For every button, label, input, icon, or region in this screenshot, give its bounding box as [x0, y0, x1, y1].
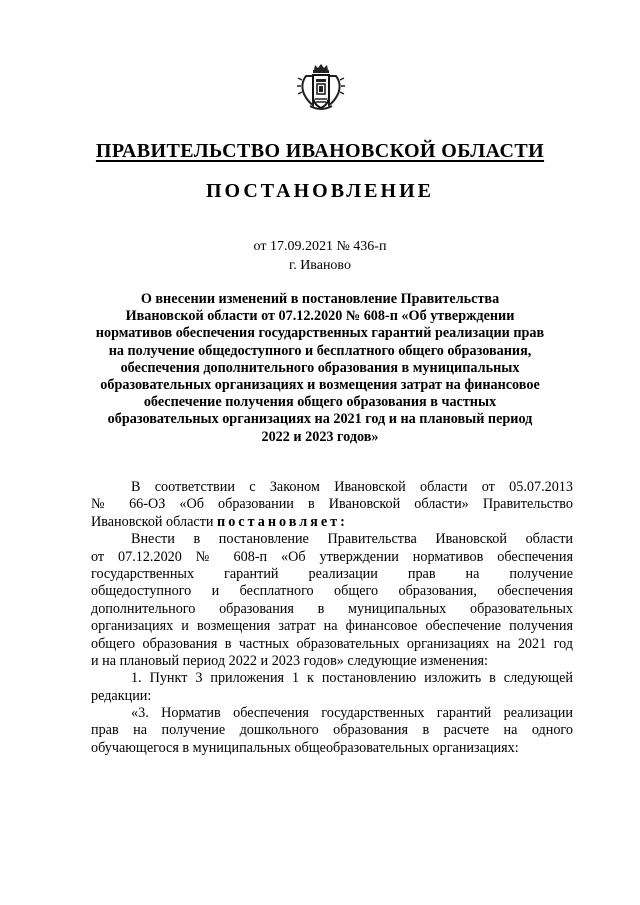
body-line: «3. Норматив обеспечения государственных гарантий реализации [131, 705, 573, 722]
body-line: обучающегося в муниципальных общеобразовательных организациях: [91, 739, 519, 756]
title-line: обеспечение получения общего образования в частных [143, 394, 497, 411]
body-line: Внести в постановление Правительства Ивановской области [131, 531, 573, 548]
document-body [91, 479, 573, 757]
body-line: 1. Пункт 3 приложения 1 к постановлению изложить в следующей [131, 670, 573, 687]
body-line: прав на получение дошкольного образования в расчете на одного [91, 722, 573, 739]
body-line: редакции: [91, 687, 152, 704]
body-line: общего образования в частных образовательных организациях на 2021 год [91, 635, 573, 652]
title-line: нормативов обеспечения государственных гарантий реализации прав [95, 325, 545, 342]
document-date-number: от 17.09.2021 № 436-п [253, 239, 387, 254]
body-line: № 66-ОЗ «Об образовании в Ивановской области» Правительство [91, 496, 573, 513]
body-line: от 07.12.2020 № 608-п «Об утверждении нормативов обеспечения [91, 548, 573, 565]
body-line: и на плановый период 2022 и 2023 годов» следующие изменения: [91, 652, 488, 669]
title-line: обеспечения дополнительного образования в муниципальных [120, 359, 520, 376]
document-title [80, 291, 560, 446]
body-line: общедоступного и бесплатного общего образования, обеспечения [91, 583, 573, 600]
coat-of-arms-icon [296, 62, 346, 112]
title-line: Ивановской области от 07.12.2020 № 608-п «Об утверждении [125, 308, 515, 325]
body-line: В соответствии с Законом Ивановской области от 05.07.2013 [131, 479, 573, 495]
organization-name: ПРАВИТЕЛЬСТВО ИВАНОВСКОЙ ОБЛАСТИ [95, 140, 545, 162]
title-line: образовательных организациях и возмещения затрат на финансовое [100, 377, 540, 394]
body-line [91, 514, 573, 531]
title-line: О внесении изменений в постановление Правительства [140, 291, 500, 307]
body-line: дополнительного образования в муниципальных образовательных [91, 600, 573, 617]
body-line: государственных гарантий реализации прав на получение [91, 565, 573, 582]
resolution-keyword: постановляет: [217, 513, 348, 530]
title-line: образовательных организациях на 2021 год и на плановый период [107, 411, 533, 428]
body-text: Ивановской области [91, 513, 218, 530]
body-line: организациях и возмещения затрат на финансовое обеспечение получения [91, 618, 573, 635]
document-type: ПОСТАНОВЛЕНИЕ [206, 180, 434, 202]
title-line: на получение общедоступного и бесплатного общего образования, [108, 342, 532, 359]
document-city: г. Иваново [289, 258, 351, 273]
title-line: 2022 и 2023 годов» [261, 428, 379, 445]
